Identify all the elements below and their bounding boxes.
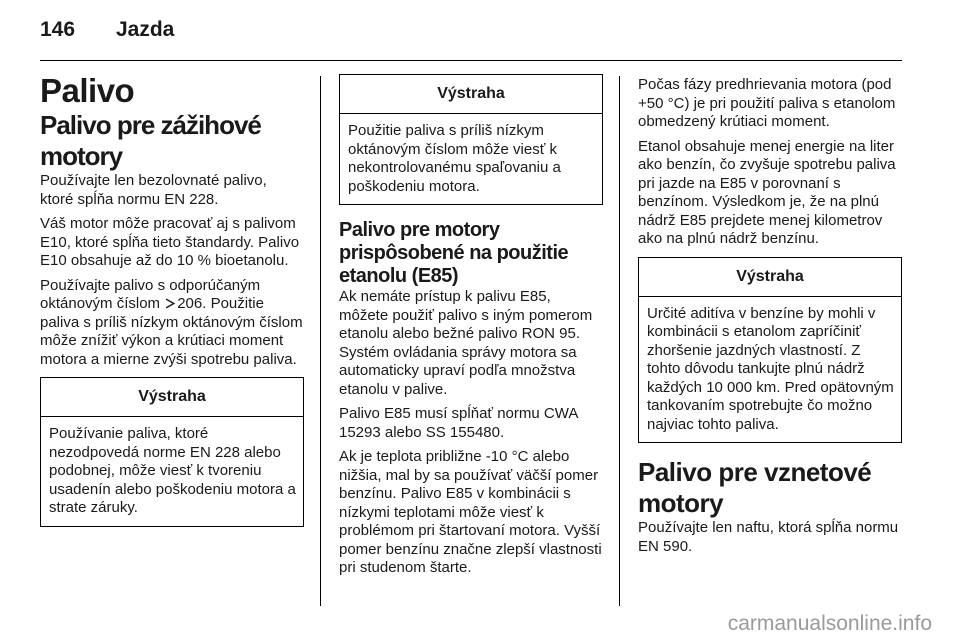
paragraph: Ak je teplota približne -10 °C alebo nižšia, mal by sa používať väčší pomer benzínu. Palivo E85 v kombinácii s nízkymi teplotami môže viesť k problémom pri štartovaní motora. Vyšší pomer benzínu značne zlepší vlastnosti pri studenom štarte. xyxy=(339,448,602,576)
paragraph: Palivo E85 musí spĺňať normu CWA 15293 alebo SS 155480. xyxy=(339,405,578,441)
paragraph xyxy=(40,277,304,370)
column-divider-1 xyxy=(320,76,321,606)
paragraph-text: Používajte palivo s odporúčaným oktánovým číslom xyxy=(40,276,261,312)
page-reference-arrow-icon xyxy=(165,298,176,309)
section-title: Jazda xyxy=(116,18,175,41)
paragraph: Používajte len bezolovnaté palivo, ktoré spĺňa normu EN 228. xyxy=(40,172,267,208)
chapter-title: Palivo xyxy=(40,72,135,109)
column-1 xyxy=(40,72,304,541)
paragraph: Etanol obsahuje menej energie na liter ako benzín, čo zvyšuje spotrebu paliva pri jazde na E85 v porovnaní s benzínom. Výsledkom je, že na plnú nádrž E85 prejdete menej kilometrov ako na plnú nádrž benzínu. xyxy=(638,137,896,247)
warning-title: Výstraha xyxy=(639,258,901,297)
paragraph-text: . Použitie paliva s príliš nízkym oktánovým číslom môže znížiť výkon a krútiaci moment motora a mierne zvýši spotrebu paliva. xyxy=(40,295,303,368)
paragraph: Ak nemáte prístup k palivu E85, môžete použiť palivo s iným pomerom etanolu alebo bežné palivo RON 95. Systém ovládania správy motora sa automaticky upraví podľa množstva etanolu v palive. xyxy=(339,288,593,398)
warning-box xyxy=(339,74,603,205)
page-number: 146 xyxy=(40,18,76,41)
watermark: carmanualsonline.info xyxy=(727,612,932,635)
column-divider-2 xyxy=(619,76,620,606)
column-2 xyxy=(339,74,603,584)
gasoline-heading: Palivo pre zážihové motory xyxy=(40,110,261,171)
warning-title: Výstraha xyxy=(41,378,303,417)
warning-box xyxy=(40,377,304,527)
warning-box xyxy=(638,257,902,444)
page-reference-link[interactable]: 206 xyxy=(177,295,203,312)
header-rule xyxy=(40,60,902,61)
warning-title: Výstraha xyxy=(340,75,602,114)
warning-text: Používanie paliva, ktoré nezodpovedá norme EN 228 alebo podobnej, môže viesť k tvoreniu usadenín alebo poškodeniu motora a strate záruky. xyxy=(49,425,296,516)
paragraph: Počas fázy predhrievania motora (pod +50 °C) je pri použití paliva s etanolom obmedzený krútiaci moment. xyxy=(638,76,896,130)
e85-heading: Palivo pre motory prispôsobené na použitie etanolu (E85) xyxy=(339,219,569,287)
column-3 xyxy=(638,76,902,562)
diesel-heading: Palivo pre vznetové motory xyxy=(638,457,872,518)
warning-text: Použitie paliva s príliš nízkym oktánovým číslom môže viesť k nekontrolovanému spaľovaniu a poškodeniu motora. xyxy=(348,122,561,195)
paragraph: Váš motor môže pracovať aj s palivom E10, ktoré spĺňa tieto štandardy. Palivo E10 obsahuje až do 10 % bioetanolu. xyxy=(40,215,300,269)
paragraph: Používajte len naftu, ktorá spĺňa normu EN 590. xyxy=(638,519,899,555)
warning-text: Určité aditíva v benzíne by mohli v kombinácii s etanolom zapríčiniť zhoršenie jazdných vlastností. Z tohto dôvodu tankujte plnú nádrž každých 10 000 km. Pred opätovným tankovaním spotrebujte čo možno najviac tohto paliva. xyxy=(647,304,894,433)
